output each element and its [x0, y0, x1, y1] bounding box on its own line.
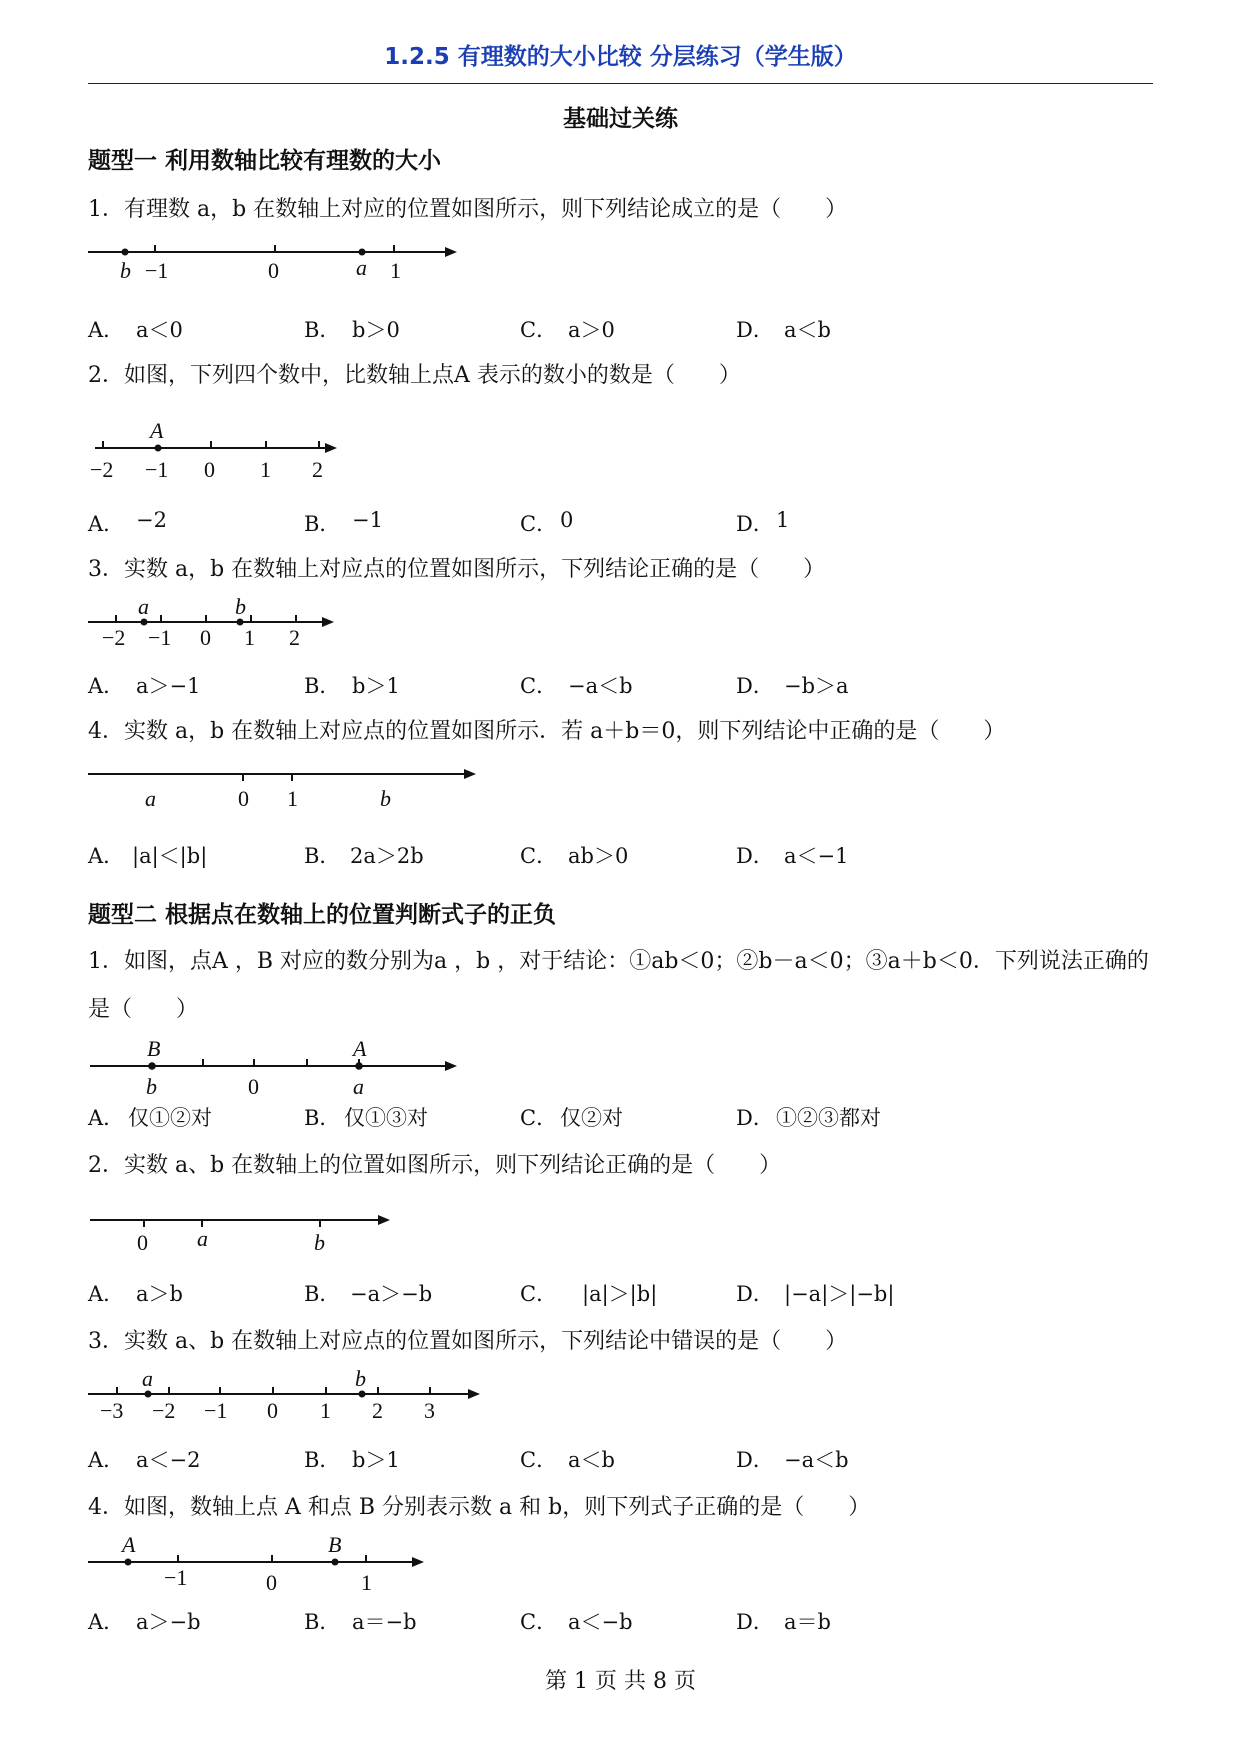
option-a-value: −2 — [136, 508, 167, 532]
option-c-value: a＞0 — [568, 318, 615, 342]
label-a: a — [145, 786, 156, 811]
option-c-value: |a|＞|b| — [582, 1282, 658, 1306]
type2-q2-numberline — [80, 1208, 400, 1258]
option-c-value: a＜b — [568, 1448, 615, 1472]
label-b: b — [146, 1074, 157, 1099]
type1-q2-text: 2．如图，下列四个数中，比数轴上点A 表示的数小的数是（ ） — [88, 363, 741, 388]
option-c-label: C． — [520, 1610, 558, 1634]
label-a: a — [197, 1226, 208, 1251]
label-1: 1 — [361, 1570, 372, 1595]
label-B: B — [147, 1036, 161, 1061]
option-c-label: C． — [520, 674, 558, 698]
option-d-label: D． — [736, 1448, 774, 1472]
option-a-label: A． — [88, 318, 125, 342]
label-neg3: −3 — [100, 1398, 124, 1423]
option-d-label: D． — [736, 674, 774, 698]
option-d-label: D． — [736, 1282, 774, 1306]
type1-q3-options — [88, 670, 1153, 702]
option-a-label: A． — [88, 844, 125, 868]
label-A: A — [122, 1532, 136, 1557]
label-1: 1 — [260, 457, 271, 482]
type2-q3-options — [88, 1444, 1153, 1476]
label-0: 0 — [200, 625, 211, 650]
option-b-value: −a＞−b — [350, 1282, 433, 1306]
type2-q4-numberline — [80, 1530, 440, 1596]
option-a-label: A． — [88, 1448, 125, 1472]
label-A: A — [353, 1036, 367, 1061]
label-2: 2 — [289, 625, 300, 650]
option-c-label: C． — [520, 512, 558, 536]
option-d-value: −b＞a — [784, 674, 849, 698]
option-c-label: C． — [520, 1282, 558, 1306]
option-c-value: 仅②对 — [560, 1106, 623, 1130]
label-a: a — [356, 255, 367, 280]
option-d-value: |−a|＞|−b| — [784, 1282, 895, 1306]
label-1: 1 — [287, 786, 298, 811]
label-2: 2 — [372, 1398, 383, 1423]
option-a-label: A． — [88, 1282, 125, 1306]
option-d-value: 1 — [776, 508, 790, 532]
type1-q2-numberline — [80, 418, 350, 484]
label-2: 2 — [312, 457, 323, 482]
option-b-label: B． — [304, 1448, 341, 1472]
option-d-value: −a＜b — [784, 1448, 849, 1472]
option-b-value: b＞1 — [352, 674, 400, 698]
label-0: 0 — [204, 457, 215, 482]
option-b-label: B． — [304, 1106, 341, 1130]
option-d-value: a＜b — [784, 318, 831, 342]
label-neg2: −2 — [152, 1398, 176, 1423]
label-3: 3 — [424, 1398, 435, 1423]
type1-heading: 题型一 利用数轴比较有理数的大小 — [88, 148, 442, 174]
label-neg2: −2 — [102, 625, 126, 650]
option-d-value: a＜−1 — [784, 844, 849, 868]
label-0: 0 — [268, 258, 279, 283]
label-neg1: −1 — [145, 457, 169, 482]
section-title: 基础过关练 — [563, 106, 678, 132]
option-d-value: a＝b — [784, 1610, 831, 1634]
label-0: 0 — [267, 1398, 278, 1423]
label-0: 0 — [137, 1230, 148, 1255]
option-b-label: B． — [304, 844, 341, 868]
type2-q4-text: 4．如图，数轴上点 A 和点 B 分别表示数 a 和 b，则下列式子正确的是（ ） — [88, 1495, 871, 1520]
option-a-value: a＜0 — [136, 318, 183, 342]
option-c-value: −a＜b — [568, 674, 633, 698]
type1-q3-numberline — [80, 594, 350, 652]
type2-heading: 题型二 根据点在数轴上的位置判断式子的正负 — [88, 902, 557, 928]
option-b-value: a＝−b — [352, 1610, 417, 1634]
label-neg1: −1 — [164, 1565, 188, 1590]
header-divider — [88, 83, 1153, 84]
option-b-value: b＞0 — [352, 318, 400, 342]
label-B: B — [328, 1532, 342, 1557]
option-a-value: |a|＜|b| — [132, 844, 208, 868]
option-a-label: A． — [88, 1610, 125, 1634]
option-b-label: B． — [304, 674, 341, 698]
option-c-value: ab＞0 — [568, 844, 629, 868]
option-c-label: C． — [520, 1106, 558, 1130]
type1-q4-options — [88, 840, 1153, 872]
type2-q4-options — [88, 1606, 1153, 1638]
label-a: a — [142, 1366, 153, 1391]
label-b: b — [314, 1230, 325, 1255]
type2-q2-options — [88, 1278, 1153, 1310]
option-d-label: D． — [736, 844, 774, 868]
option-a-value: a＜−2 — [136, 1448, 201, 1472]
type1-q3-text: 3．实数 a，b 在数轴上对应点的位置如图所示，下列结论正确的是（ ） — [88, 557, 826, 582]
label-neg1: −1 — [204, 1398, 228, 1423]
page-footer: 第 1 页 共 8 页 — [545, 1669, 696, 1694]
type2-q3-numberline — [80, 1366, 480, 1426]
option-a-label: A． — [88, 674, 125, 698]
option-a-value: a＞b — [136, 1282, 183, 1306]
option-b-label: B． — [304, 1282, 341, 1306]
label-a: a — [353, 1074, 364, 1099]
option-c-label: C． — [520, 1448, 558, 1472]
label-0: 0 — [266, 1570, 277, 1595]
label-1: 1 — [244, 625, 255, 650]
option-b-value: 2a＞2b — [350, 844, 424, 868]
option-a-label: A． — [88, 512, 125, 536]
option-a-value: a＞−1 — [136, 674, 201, 698]
type2-q2-text: 2．实数 a、b 在数轴上的位置如图所示，则下列结论正确的是（ ） — [88, 1153, 782, 1178]
label-1: 1 — [390, 258, 401, 283]
option-c-value: a＜−b — [568, 1610, 633, 1634]
type1-q2-options — [88, 508, 1153, 540]
option-b-value: 仅①③对 — [344, 1106, 428, 1130]
option-d-value: ①②③都对 — [776, 1106, 881, 1130]
option-b-label: B． — [304, 1610, 341, 1634]
type2-q1-options — [88, 1102, 1153, 1134]
type2-q3-text: 3．实数 a、b 在数轴上对应点的位置如图所示，下列结论中错误的是（ ） — [88, 1329, 848, 1354]
option-b-value: −1 — [352, 508, 383, 532]
type1-q4-numberline — [80, 762, 480, 812]
label-neg1: −1 — [145, 258, 169, 283]
label-b: b — [355, 1366, 366, 1391]
type1-q1-options — [88, 314, 1153, 346]
option-a-value: a＞−b — [136, 1610, 201, 1634]
label-0: 0 — [248, 1074, 259, 1099]
option-b-label: B． — [304, 512, 341, 536]
document-title: 1.2.5 有理数的大小比较 分层练习（学生版） — [384, 44, 857, 70]
option-d-label: D． — [736, 318, 774, 342]
label-b: b — [235, 594, 246, 619]
option-a-value: 仅①②对 — [128, 1106, 212, 1130]
option-c-label: C． — [520, 318, 558, 342]
type2-q1-numberline — [80, 1034, 470, 1100]
option-c-value: 0 — [560, 508, 574, 532]
option-c-label: C． — [520, 844, 558, 868]
label-b: b — [120, 258, 131, 283]
label-neg1: −1 — [148, 625, 172, 650]
label-A: A — [150, 418, 164, 443]
option-a-label: A． — [88, 1106, 125, 1130]
option-b-label: B． — [304, 318, 341, 342]
label-1: 1 — [320, 1398, 331, 1423]
option-d-label: D． — [736, 1106, 774, 1130]
type1-q1-numberline — [80, 240, 460, 285]
label-a: a — [138, 594, 149, 619]
label-b: b — [380, 786, 391, 811]
type2-q1-text: 1．如图，点A ，B 对应的数分别为a ，b ，对于结论：①ab＜0；②b－a＜0；③a＋b＜0．下列说法正确的是（ ） — [88, 949, 1149, 1022]
option-d-label: D． — [736, 1610, 774, 1634]
option-b-value: b＞1 — [352, 1448, 400, 1472]
label-0: 0 — [238, 786, 249, 811]
type1-q4-text: 4．实数 a，b 在数轴上对应点的位置如图所示．若 a＋b＝0，则下列结论中正确的是（ ） — [88, 719, 1006, 744]
label-neg2: −2 — [90, 457, 114, 482]
option-d-label: D． — [736, 512, 774, 536]
type1-q1-text: 1．有理数 a，b 在数轴上对应的位置如图所示，则下列结论成立的是（ ） — [88, 197, 848, 222]
